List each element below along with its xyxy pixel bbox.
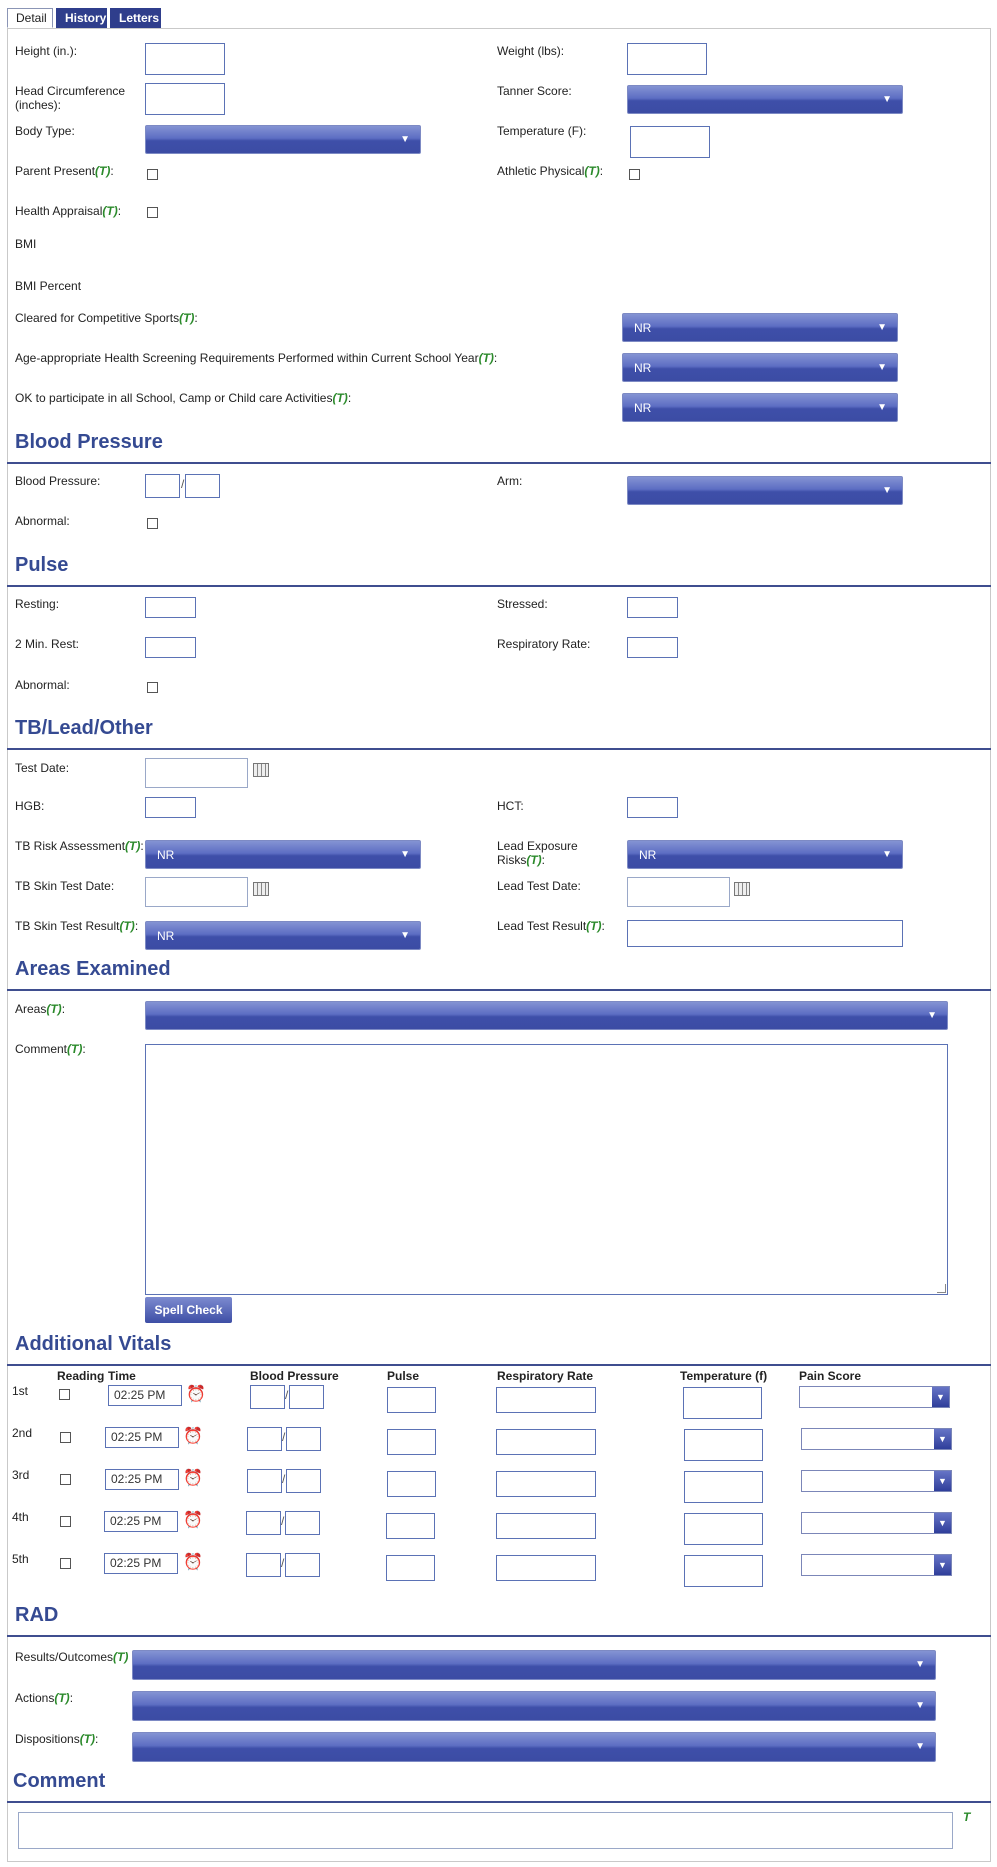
chevron-down-icon: ▼ <box>934 1429 951 1449</box>
actions-label: Actions(T): <box>15 1691 74 1705</box>
vitals-temperature-input[interactable] <box>684 1555 763 1587</box>
bp-separator: / <box>181 477 185 491</box>
col-header-temperature: Temperature (f) <box>680 1369 768 1383</box>
vitals-respiratory-input[interactable] <box>496 1555 596 1581</box>
alarm-clock-icon[interactable]: ⏰ <box>183 1470 203 1487</box>
vitals-respiratory-input[interactable] <box>496 1513 596 1539</box>
chevron-down-icon: ▼ <box>877 402 887 413</box>
cleared-sports-label: Cleared for Competitive Sports(T): <box>15 311 198 325</box>
vitals-bp-systolic-input[interactable] <box>247 1427 282 1451</box>
chevron-down-icon: ▼ <box>400 849 410 860</box>
section-divider <box>7 462 991 464</box>
section-divider <box>7 1364 991 1366</box>
calendar-icon[interactable] <box>734 882 750 896</box>
vitals-respiratory-input[interactable] <box>496 1429 596 1455</box>
calendar-icon[interactable] <box>253 763 269 777</box>
bmi-label: BMI <box>15 237 37 251</box>
body-type-label: Body Type: <box>15 124 75 138</box>
two-min-rest-input[interactable] <box>145 637 196 658</box>
alarm-clock-icon[interactable]: ⏰ <box>183 1428 203 1445</box>
vitals-time-input[interactable]: 02:25 PM <box>105 1469 179 1490</box>
vitals-temperature-input[interactable] <box>684 1429 763 1461</box>
test-date-input[interactable] <box>145 758 248 788</box>
vitals-pain-score-select[interactable] <box>801 1428 952 1450</box>
chevron-down-icon: ▼ <box>882 485 892 496</box>
chevron-down-icon: ▼ <box>927 1010 937 1021</box>
health-appraisal-checkbox[interactable] <box>147 207 158 218</box>
vitals-pain-score-select[interactable] <box>799 1386 950 1408</box>
head-circumference-input[interactable] <box>145 83 225 115</box>
tab-detail[interactable]: Detail <box>7 8 53 28</box>
vitals-bp-diastolic-input[interactable] <box>286 1469 321 1493</box>
tb-risk-label: TB Risk Assessment(T): <box>15 839 144 853</box>
vitals-bp-systolic-input[interactable] <box>250 1385 285 1409</box>
tb-skin-result-label: TB Skin Test Result(T): <box>15 919 139 933</box>
section-title-tb-lead: TB/Lead/Other <box>15 717 153 739</box>
calendar-icon[interactable] <box>253 882 269 896</box>
vitals-time-input[interactable]: 02:25 PM <box>108 1385 182 1406</box>
vitals-bp-systolic-input[interactable] <box>246 1553 281 1577</box>
dispositions-dropdown[interactable] <box>132 1732 936 1762</box>
temperature-label: Temperature (F): <box>497 124 587 138</box>
tb-skin-result-dropdown[interactable]: NR ▼ <box>145 921 421 950</box>
stressed-input[interactable] <box>627 597 678 618</box>
vitals-bp-diastolic-input[interactable] <box>289 1385 324 1409</box>
section-divider <box>7 748 991 750</box>
areas-label: Areas(T): <box>15 1002 66 1016</box>
vitals-bp-diastolic-input[interactable] <box>285 1553 320 1577</box>
bp-separator: / <box>281 1556 285 1570</box>
section-divider <box>7 585 991 587</box>
vitals-temperature-input[interactable] <box>684 1513 763 1545</box>
lead-exposure-dropdown[interactable]: NR ▼ <box>627 840 903 869</box>
vitals-respiratory-input[interactable] <box>496 1387 596 1413</box>
section-title-blood-pressure: Blood Pressure <box>15 431 163 453</box>
results-outcomes-label: Results/Outcomes(T) <box>15 1650 129 1664</box>
vitals-reading-checkbox[interactable] <box>60 1558 71 1569</box>
vitals-time-input[interactable]: 02:25 PM <box>105 1427 179 1448</box>
tb-skin-date-label: TB Skin Test Date: <box>15 879 115 893</box>
vitals-pain-score-select[interactable] <box>801 1512 952 1534</box>
bp-diastolic-input[interactable] <box>185 474 220 498</box>
chevron-down-icon: ▼ <box>400 134 410 145</box>
resting-input[interactable] <box>145 597 196 618</box>
section-title-additional-vitals: Additional Vitals <box>15 1333 172 1355</box>
test-date-label: Test Date: <box>15 761 70 775</box>
alarm-clock-icon[interactable]: ⏰ <box>186 1386 206 1403</box>
tab-history[interactable]: History <box>56 8 107 28</box>
bp-separator: / <box>282 1472 286 1486</box>
tanner-score-dropdown[interactable] <box>627 85 903 114</box>
vitals-temperature-input[interactable] <box>684 1471 763 1503</box>
col-header-respiratory-rate: Respiratory Rate <box>497 1369 594 1383</box>
chevron-down-icon: ▼ <box>882 849 892 860</box>
chevron-down-icon: ▼ <box>915 1659 925 1670</box>
vitals-pain-score-select[interactable] <box>801 1554 952 1576</box>
vitals-bp-systolic-input[interactable] <box>247 1469 282 1493</box>
bmi-percent-label: BMI Percent <box>15 279 82 293</box>
section-divider <box>7 1801 991 1803</box>
weight-input[interactable] <box>627 43 707 75</box>
col-header-reading: Reading <box>57 1369 105 1383</box>
section-title-areas-examined: Areas Examined <box>15 958 171 980</box>
chevron-down-icon: ▼ <box>400 930 410 941</box>
chevron-down-icon: ▼ <box>934 1471 951 1491</box>
arm-dropdown[interactable] <box>627 476 903 505</box>
alarm-clock-icon[interactable]: ⏰ <box>183 1512 203 1529</box>
chevron-down-icon: ▼ <box>934 1513 951 1533</box>
resting-label: Resting: <box>15 597 60 611</box>
vitals-pulse-input[interactable] <box>387 1471 436 1497</box>
bp-label: Blood Pressure: <box>15 474 101 488</box>
stressed-label: Stressed: <box>497 597 548 611</box>
col-header-pulse: Pulse <box>387 1369 420 1383</box>
lead-test-result-input[interactable] <box>627 920 903 947</box>
vitals-row-label: 1st <box>12 1384 29 1398</box>
athletic-physical-checkbox[interactable] <box>629 169 640 180</box>
respiratory-rate-label: Respiratory Rate: <box>497 637 591 651</box>
vitals-pulse-input[interactable] <box>386 1513 435 1539</box>
chevron-down-icon: ▼ <box>915 1741 925 1752</box>
chevron-down-icon: ▼ <box>877 322 887 333</box>
areas-dropdown[interactable] <box>145 1001 948 1030</box>
actions-dropdown[interactable] <box>132 1691 936 1721</box>
col-header-time: Time <box>108 1369 136 1383</box>
spell-check-button[interactable]: Spell Check <box>145 1297 232 1323</box>
vitals-pulse-input[interactable] <box>386 1555 435 1581</box>
vitals-reading-checkbox[interactable] <box>60 1474 71 1485</box>
vitals-pain-score-select[interactable] <box>801 1470 952 1492</box>
section-title-pulse: Pulse <box>15 554 69 576</box>
hgb-label: HGB: <box>15 799 45 813</box>
chevron-down-icon: ▼ <box>932 1387 949 1407</box>
lead-exposure-label: Lead Exposure Risks(T): <box>497 839 578 867</box>
vitals-reading-checkbox[interactable] <box>60 1432 71 1443</box>
hgb-input[interactable] <box>145 797 196 818</box>
section-divider <box>7 1635 991 1637</box>
vitals-row-label: 2nd <box>12 1426 33 1440</box>
temperature-input[interactable] <box>630 126 710 158</box>
section-divider <box>7 989 991 991</box>
results-outcomes-dropdown[interactable] <box>132 1650 936 1680</box>
chevron-down-icon: ▼ <box>877 362 887 373</box>
age-screening-dropdown[interactable]: NR ▼ <box>622 353 898 382</box>
vitals-pulse-input[interactable] <box>387 1429 436 1455</box>
chevron-down-icon: ▼ <box>915 1700 925 1711</box>
bp-separator: / <box>282 1430 286 1444</box>
alarm-clock-icon[interactable]: ⏰ <box>183 1554 203 1571</box>
vitals-row-label: 5th <box>12 1552 29 1566</box>
vitals-reading-checkbox[interactable] <box>60 1516 71 1527</box>
vitals-temperature-input[interactable] <box>683 1387 762 1419</box>
tb-risk-dropdown[interactable]: NR ▼ <box>145 840 421 869</box>
resize-handle-icon[interactable] <box>937 1284 946 1293</box>
height-input[interactable] <box>145 43 225 75</box>
translate-marker: T <box>963 1810 971 1824</box>
vitals-bp-diastolic-input[interactable] <box>286 1427 321 1451</box>
two-min-rest-label: 2 Min. Rest: <box>15 637 80 651</box>
dispositions-label: Dispositions(T): <box>15 1732 99 1746</box>
bp-abnormal-label: Abnormal: <box>15 514 70 528</box>
vitals-time-input[interactable]: 02:25 PM <box>104 1553 178 1574</box>
hct-label: HCT: <box>497 799 524 813</box>
vitals-bp-diastolic-input[interactable] <box>285 1511 320 1535</box>
parent-present-label: Parent Present(T): <box>15 164 114 178</box>
respiratory-rate-input[interactable] <box>627 637 678 658</box>
hct-input[interactable] <box>627 797 678 818</box>
bp-separator: / <box>285 1388 289 1402</box>
section-title-comment: Comment <box>13 1770 106 1792</box>
areas-comment-label: Comment(T): <box>15 1042 86 1056</box>
pulse-abnormal-label: Abnormal: <box>15 678 70 692</box>
areas-comment-textarea[interactable] <box>145 1044 948 1295</box>
tanner-score-label: Tanner Score: <box>497 84 572 98</box>
age-screening-label: Age-appropriate Health Screening Requirements Performed within Current School Year(T): <box>15 351 498 365</box>
comment-input[interactable] <box>18 1812 953 1849</box>
col-header-blood-pressure: Blood Pressure <box>250 1369 339 1383</box>
vitals-bp-systolic-input[interactable] <box>246 1511 281 1535</box>
vitals-respiratory-input[interactable] <box>496 1471 596 1497</box>
bp-systolic-input[interactable] <box>145 474 180 498</box>
lead-test-date-input[interactable] <box>627 877 730 907</box>
section-title-rad: RAD <box>15 1604 59 1626</box>
vitals-row-label: 3rd <box>12 1468 30 1482</box>
chevron-down-icon: ▼ <box>882 94 892 105</box>
tb-skin-date-input[interactable] <box>145 877 248 907</box>
pulse-abnormal-checkbox[interactable] <box>147 682 158 693</box>
bp-separator: / <box>281 1514 285 1528</box>
lead-test-date-label: Lead Test Date: <box>497 879 581 893</box>
chevron-down-icon: ▼ <box>934 1555 951 1575</box>
vitals-pulse-input[interactable] <box>387 1387 436 1413</box>
parent-present-checkbox[interactable] <box>147 169 158 180</box>
height-label: Height (in.): <box>15 44 78 58</box>
vitals-reading-checkbox[interactable] <box>59 1389 70 1400</box>
vitals-time-input[interactable]: 02:25 PM <box>104 1511 178 1532</box>
head-circumference-label: Head Circumference (inches): <box>15 84 126 112</box>
health-appraisal-label: Health Appraisal(T): <box>15 204 122 218</box>
arm-label: Arm: <box>497 474 523 488</box>
weight-label: Weight (lbs): <box>497 44 565 58</box>
bp-abnormal-checkbox[interactable] <box>147 518 158 529</box>
tab-letters[interactable]: Letters <box>110 8 161 28</box>
athletic-physical-label: Athletic Physical(T): <box>497 164 604 178</box>
ok-participate-label: OK to participate in all School, Camp or Child care Activities(T): <box>15 391 352 405</box>
body-type-dropdown[interactable] <box>145 125 421 154</box>
vitals-row-label: 4th <box>12 1510 29 1524</box>
cleared-sports-dropdown[interactable]: NR ▼ <box>622 313 898 342</box>
lead-test-result-label: Lead Test Result(T): <box>497 919 605 933</box>
ok-participate-dropdown[interactable]: NR ▼ <box>622 393 898 422</box>
col-header-pain-score: Pain Score <box>799 1369 862 1383</box>
